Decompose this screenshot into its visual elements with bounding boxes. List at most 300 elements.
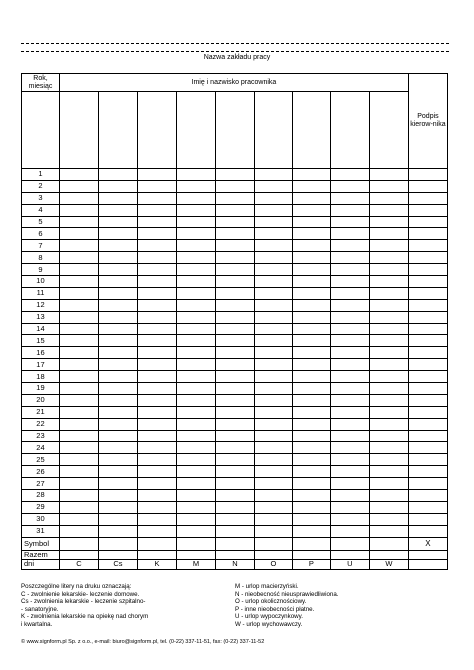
day-entry-cell[interactable]: [98, 299, 137, 311]
day-entry-cell[interactable]: [176, 371, 215, 383]
day-entry-cell[interactable]: [408, 406, 447, 418]
day-entry-cell[interactable]: [176, 525, 215, 537]
day-entry-cell[interactable]: [137, 323, 176, 335]
day-entry-cell[interactable]: [59, 466, 98, 478]
day-entry-cell[interactable]: [59, 359, 98, 371]
day-entry-cell[interactable]: [330, 394, 369, 406]
day-entry-cell[interactable]: [215, 371, 254, 383]
day-entry-cell[interactable]: [137, 192, 176, 204]
day-entry-cell[interactable]: [176, 430, 215, 442]
day-entry-cell[interactable]: [408, 240, 447, 252]
day-entry-cell[interactable]: [330, 430, 369, 442]
day-entry-cell[interactable]: [176, 180, 215, 192]
day-entry-cell[interactable]: [176, 454, 215, 466]
day-entry-cell[interactable]: [369, 454, 408, 466]
day-entry-cell[interactable]: [215, 430, 254, 442]
day-entry-cell[interactable]: [254, 252, 292, 264]
razem-blank-cell[interactable]: [176, 550, 215, 559]
day-entry-cell[interactable]: [215, 335, 254, 347]
day-entry-cell[interactable]: [59, 192, 98, 204]
day-entry-cell[interactable]: [254, 228, 292, 240]
day-entry-cell[interactable]: [98, 169, 137, 181]
day-entry-cell[interactable]: [408, 204, 447, 216]
day-entry-cell[interactable]: [98, 430, 137, 442]
day-entry-cell[interactable]: [98, 252, 137, 264]
day-entry-cell[interactable]: [98, 383, 137, 395]
day-entry-cell[interactable]: [330, 442, 369, 454]
day-entry-cell[interactable]: [254, 264, 292, 276]
day-entry-cell[interactable]: [330, 252, 369, 264]
day-entry-cell[interactable]: [176, 299, 215, 311]
day-entry-cell[interactable]: [137, 216, 176, 228]
symbol-cell[interactable]: [254, 537, 292, 550]
day-entry-cell[interactable]: [137, 406, 176, 418]
day-entry-cell[interactable]: [254, 180, 292, 192]
day-entry-cell[interactable]: [176, 347, 215, 359]
day-entry-cell[interactable]: [254, 430, 292, 442]
day-entry-cell[interactable]: [98, 335, 137, 347]
day-entry-cell[interactable]: [408, 418, 447, 430]
day-entry-cell[interactable]: [330, 169, 369, 181]
symbol-cell[interactable]: [59, 537, 98, 550]
day-entry-cell[interactable]: [254, 347, 292, 359]
day-entry-cell[interactable]: [369, 442, 408, 454]
day-entry-cell[interactable]: [176, 490, 215, 502]
day-entry-cell[interactable]: [137, 240, 176, 252]
day-entry-cell[interactable]: [369, 335, 408, 347]
day-entry-cell[interactable]: [137, 454, 176, 466]
day-entry-cell[interactable]: [137, 418, 176, 430]
day-entry-cell[interactable]: [330, 490, 369, 502]
day-entry-cell[interactable]: [369, 216, 408, 228]
day-entry-cell[interactable]: [176, 394, 215, 406]
day-entry-cell[interactable]: [137, 371, 176, 383]
day-entry-cell[interactable]: [369, 311, 408, 323]
razem-blank-cell[interactable]: [59, 550, 98, 559]
day-entry-cell[interactable]: [137, 252, 176, 264]
day-entry-cell[interactable]: [215, 501, 254, 513]
day-entry-cell[interactable]: [176, 169, 215, 181]
day-entry-cell[interactable]: [98, 240, 137, 252]
day-entry-cell[interactable]: [215, 347, 254, 359]
day-entry-cell[interactable]: [137, 204, 176, 216]
day-entry-cell[interactable]: [292, 454, 330, 466]
day-entry-cell[interactable]: [408, 169, 447, 181]
day-entry-cell[interactable]: [176, 228, 215, 240]
day-entry-cell[interactable]: [292, 383, 330, 395]
symbol-cell[interactable]: [215, 537, 254, 550]
day-entry-cell[interactable]: [408, 478, 447, 490]
day-entry-cell[interactable]: [292, 169, 330, 181]
day-entry-cell[interactable]: [254, 501, 292, 513]
day-entry-cell[interactable]: [330, 347, 369, 359]
day-entry-cell[interactable]: [408, 442, 447, 454]
day-entry-cell[interactable]: [254, 371, 292, 383]
day-entry-cell[interactable]: [330, 513, 369, 525]
day-entry-cell[interactable]: [369, 466, 408, 478]
day-entry-cell[interactable]: [176, 192, 215, 204]
day-entry-cell[interactable]: [215, 299, 254, 311]
day-entry-cell[interactable]: [408, 525, 447, 537]
day-entry-cell[interactable]: [369, 287, 408, 299]
day-entry-cell[interactable]: [254, 323, 292, 335]
day-entry-cell[interactable]: [59, 252, 98, 264]
day-entry-cell[interactable]: [292, 228, 330, 240]
day-entry-cell[interactable]: [408, 276, 447, 288]
day-entry-cell[interactable]: [330, 454, 369, 466]
day-entry-cell[interactable]: [59, 371, 98, 383]
day-entry-cell[interactable]: [369, 430, 408, 442]
day-entry-cell[interactable]: [176, 240, 215, 252]
day-entry-cell[interactable]: [215, 287, 254, 299]
day-entry-cell[interactable]: [176, 501, 215, 513]
day-entry-cell[interactable]: [408, 311, 447, 323]
day-entry-cell[interactable]: [254, 287, 292, 299]
razem-blank-cell[interactable]: [330, 550, 369, 559]
day-entry-cell[interactable]: [330, 180, 369, 192]
employee-name-cell[interactable]: [369, 92, 408, 169]
employee-name-cell[interactable]: [176, 92, 215, 169]
day-entry-cell[interactable]: [59, 299, 98, 311]
day-entry-cell[interactable]: [59, 216, 98, 228]
day-entry-cell[interactable]: [176, 264, 215, 276]
day-entry-cell[interactable]: [254, 478, 292, 490]
day-entry-cell[interactable]: [254, 311, 292, 323]
day-entry-cell[interactable]: [292, 335, 330, 347]
day-entry-cell[interactable]: [98, 478, 137, 490]
day-entry-cell[interactable]: [215, 478, 254, 490]
day-entry-cell[interactable]: [254, 383, 292, 395]
day-entry-cell[interactable]: [292, 406, 330, 418]
day-entry-cell[interactable]: [215, 323, 254, 335]
day-entry-cell[interactable]: [292, 430, 330, 442]
day-entry-cell[interactable]: [98, 287, 137, 299]
day-entry-cell[interactable]: [254, 525, 292, 537]
employee-name-cell[interactable]: [330, 92, 369, 169]
day-entry-cell[interactable]: [137, 442, 176, 454]
day-entry-cell[interactable]: [292, 180, 330, 192]
day-entry-cell[interactable]: [330, 276, 369, 288]
day-entry-cell[interactable]: [292, 347, 330, 359]
day-entry-cell[interactable]: [330, 383, 369, 395]
day-entry-cell[interactable]: [59, 311, 98, 323]
day-entry-cell[interactable]: [292, 287, 330, 299]
day-entry-cell[interactable]: [98, 525, 137, 537]
day-entry-cell[interactable]: [330, 525, 369, 537]
day-entry-cell[interactable]: [98, 501, 137, 513]
day-entry-cell[interactable]: [369, 228, 408, 240]
day-entry-cell[interactable]: [176, 406, 215, 418]
day-entry-cell[interactable]: [176, 287, 215, 299]
day-entry-cell[interactable]: [215, 406, 254, 418]
day-entry-cell[interactable]: [369, 252, 408, 264]
day-entry-cell[interactable]: [59, 323, 98, 335]
day-entry-cell[interactable]: [215, 513, 254, 525]
day-entry-cell[interactable]: [98, 347, 137, 359]
razem-blank-cell[interactable]: [292, 550, 330, 559]
day-entry-cell[interactable]: [330, 359, 369, 371]
day-entry-cell[interactable]: [292, 501, 330, 513]
day-entry-cell[interactable]: [330, 240, 369, 252]
day-entry-cell[interactable]: [215, 383, 254, 395]
day-entry-cell[interactable]: [137, 311, 176, 323]
day-entry-cell[interactable]: [215, 180, 254, 192]
day-entry-cell[interactable]: [137, 513, 176, 525]
day-entry-cell[interactable]: [215, 169, 254, 181]
day-entry-cell[interactable]: [98, 418, 137, 430]
day-entry-cell[interactable]: [137, 335, 176, 347]
symbol-cell[interactable]: [137, 537, 176, 550]
day-entry-cell[interactable]: [292, 204, 330, 216]
day-entry-cell[interactable]: [408, 383, 447, 395]
day-entry-cell[interactable]: [254, 299, 292, 311]
day-entry-cell[interactable]: [408, 323, 447, 335]
day-entry-cell[interactable]: [59, 240, 98, 252]
day-entry-cell[interactable]: [176, 442, 215, 454]
razem-signature-cell[interactable]: [408, 559, 447, 569]
day-entry-cell[interactable]: [408, 466, 447, 478]
day-entry-cell[interactable]: [330, 323, 369, 335]
day-entry-cell[interactable]: [292, 359, 330, 371]
day-entry-cell[interactable]: [137, 466, 176, 478]
symbol-cell[interactable]: [330, 537, 369, 550]
day-entry-cell[interactable]: [408, 513, 447, 525]
employee-name-cell[interactable]: [292, 92, 330, 169]
day-entry-cell[interactable]: [254, 442, 292, 454]
employee-name-cell[interactable]: [59, 92, 98, 169]
day-entry-cell[interactable]: [137, 264, 176, 276]
day-entry-cell[interactable]: [98, 394, 137, 406]
day-entry-cell[interactable]: [292, 418, 330, 430]
symbol-cell[interactable]: [369, 537, 408, 550]
day-entry-cell[interactable]: [408, 192, 447, 204]
day-entry-cell[interactable]: [369, 180, 408, 192]
day-entry-cell[interactable]: [292, 299, 330, 311]
day-entry-cell[interactable]: [369, 394, 408, 406]
day-entry-cell[interactable]: [215, 252, 254, 264]
day-entry-cell[interactable]: [176, 311, 215, 323]
day-entry-cell[interactable]: [330, 418, 369, 430]
day-entry-cell[interactable]: [98, 466, 137, 478]
day-entry-cell[interactable]: [176, 204, 215, 216]
day-entry-cell[interactable]: [215, 490, 254, 502]
day-entry-cell[interactable]: [98, 323, 137, 335]
day-entry-cell[interactable]: [59, 169, 98, 181]
day-entry-cell[interactable]: [176, 466, 215, 478]
day-entry-cell[interactable]: [254, 359, 292, 371]
day-entry-cell[interactable]: [98, 264, 137, 276]
day-entry-cell[interactable]: [369, 192, 408, 204]
day-entry-cell[interactable]: [408, 430, 447, 442]
day-entry-cell[interactable]: [330, 406, 369, 418]
day-entry-cell[interactable]: [408, 264, 447, 276]
day-entry-cell[interactable]: [215, 442, 254, 454]
day-entry-cell[interactable]: [98, 276, 137, 288]
day-entry-cell[interactable]: [215, 276, 254, 288]
day-entry-cell[interactable]: [59, 228, 98, 240]
day-entry-cell[interactable]: [369, 478, 408, 490]
day-entry-cell[interactable]: [98, 216, 137, 228]
day-entry-cell[interactable]: [176, 323, 215, 335]
employee-name-cell[interactable]: [137, 92, 176, 169]
day-entry-cell[interactable]: [98, 192, 137, 204]
day-entry-cell[interactable]: [59, 347, 98, 359]
day-entry-cell[interactable]: [137, 359, 176, 371]
rok-miesiac-cell[interactable]: [22, 92, 60, 169]
day-entry-cell[interactable]: [59, 442, 98, 454]
day-entry-cell[interactable]: [59, 276, 98, 288]
day-entry-cell[interactable]: [215, 204, 254, 216]
day-entry-cell[interactable]: [330, 299, 369, 311]
day-entry-cell[interactable]: [254, 204, 292, 216]
day-entry-cell[interactable]: [254, 192, 292, 204]
day-entry-cell[interactable]: [137, 299, 176, 311]
day-entry-cell[interactable]: [254, 394, 292, 406]
day-entry-cell[interactable]: [215, 394, 254, 406]
day-entry-cell[interactable]: [292, 371, 330, 383]
day-entry-cell[interactable]: [330, 335, 369, 347]
day-entry-cell[interactable]: [137, 169, 176, 181]
day-entry-cell[interactable]: [292, 252, 330, 264]
day-entry-cell[interactable]: [59, 418, 98, 430]
day-entry-cell[interactable]: [137, 180, 176, 192]
day-entry-cell[interactable]: [330, 264, 369, 276]
day-entry-cell[interactable]: [330, 228, 369, 240]
day-entry-cell[interactable]: [176, 252, 215, 264]
day-entry-cell[interactable]: [254, 513, 292, 525]
day-entry-cell[interactable]: [137, 430, 176, 442]
day-entry-cell[interactable]: [137, 394, 176, 406]
day-entry-cell[interactable]: [292, 466, 330, 478]
day-entry-cell[interactable]: [254, 335, 292, 347]
day-entry-cell[interactable]: [176, 276, 215, 288]
day-entry-cell[interactable]: [59, 180, 98, 192]
day-entry-cell[interactable]: [330, 371, 369, 383]
day-entry-cell[interactable]: [176, 335, 215, 347]
day-entry-cell[interactable]: [408, 454, 447, 466]
day-entry-cell[interactable]: [369, 525, 408, 537]
day-entry-cell[interactable]: [408, 490, 447, 502]
day-entry-cell[interactable]: [98, 371, 137, 383]
day-entry-cell[interactable]: [59, 501, 98, 513]
day-entry-cell[interactable]: [59, 394, 98, 406]
day-entry-cell[interactable]: [369, 204, 408, 216]
day-entry-cell[interactable]: [408, 359, 447, 371]
day-entry-cell[interactable]: [292, 513, 330, 525]
day-entry-cell[interactable]: [98, 311, 137, 323]
day-entry-cell[interactable]: [137, 287, 176, 299]
day-entry-cell[interactable]: [292, 264, 330, 276]
day-entry-cell[interactable]: [98, 454, 137, 466]
day-entry-cell[interactable]: [98, 490, 137, 502]
day-entry-cell[interactable]: [330, 501, 369, 513]
day-entry-cell[interactable]: [254, 276, 292, 288]
day-entry-cell[interactable]: [176, 478, 215, 490]
day-entry-cell[interactable]: [215, 192, 254, 204]
day-entry-cell[interactable]: [330, 478, 369, 490]
day-entry-cell[interactable]: [176, 216, 215, 228]
employee-name-cell[interactable]: [98, 92, 137, 169]
day-entry-cell[interactable]: [369, 169, 408, 181]
day-entry-cell[interactable]: [59, 264, 98, 276]
symbol-cell[interactable]: [176, 537, 215, 550]
day-entry-cell[interactable]: [59, 335, 98, 347]
symbol-cell[interactable]: [98, 537, 137, 550]
day-entry-cell[interactable]: [408, 501, 447, 513]
day-entry-cell[interactable]: [176, 513, 215, 525]
day-entry-cell[interactable]: [369, 323, 408, 335]
day-entry-cell[interactable]: [369, 406, 408, 418]
day-entry-cell[interactable]: [408, 216, 447, 228]
day-entry-cell[interactable]: [59, 204, 98, 216]
day-entry-cell[interactable]: [369, 513, 408, 525]
day-entry-cell[interactable]: [215, 216, 254, 228]
day-entry-cell[interactable]: [137, 501, 176, 513]
razem-blank-cell[interactable]: [254, 550, 292, 559]
day-entry-cell[interactable]: [254, 406, 292, 418]
day-entry-cell[interactable]: [330, 216, 369, 228]
day-entry-cell[interactable]: [215, 228, 254, 240]
day-entry-cell[interactable]: [330, 466, 369, 478]
day-entry-cell[interactable]: [292, 394, 330, 406]
day-entry-cell[interactable]: [176, 359, 215, 371]
symbol-cell[interactable]: [292, 537, 330, 550]
day-entry-cell[interactable]: [59, 513, 98, 525]
day-entry-cell[interactable]: [408, 299, 447, 311]
day-entry-cell[interactable]: [98, 204, 137, 216]
day-entry-cell[interactable]: [369, 276, 408, 288]
day-entry-cell[interactable]: [369, 359, 408, 371]
day-entry-cell[interactable]: [137, 478, 176, 490]
day-entry-cell[interactable]: [330, 204, 369, 216]
day-entry-cell[interactable]: [292, 240, 330, 252]
day-entry-cell[interactable]: [215, 454, 254, 466]
day-entry-cell[interactable]: [137, 228, 176, 240]
day-entry-cell[interactable]: [408, 347, 447, 359]
razem-blank-cell[interactable]: [369, 550, 408, 559]
day-entry-cell[interactable]: [98, 180, 137, 192]
day-entry-cell[interactable]: [369, 383, 408, 395]
day-entry-cell[interactable]: [292, 311, 330, 323]
day-entry-cell[interactable]: [369, 347, 408, 359]
day-entry-cell[interactable]: [292, 323, 330, 335]
day-entry-cell[interactable]: [137, 490, 176, 502]
day-entry-cell[interactable]: [292, 478, 330, 490]
employee-name-cell[interactable]: [254, 92, 292, 169]
day-entry-cell[interactable]: [254, 240, 292, 252]
day-entry-cell[interactable]: [59, 525, 98, 537]
day-entry-cell[interactable]: [330, 287, 369, 299]
day-entry-cell[interactable]: [215, 359, 254, 371]
day-entry-cell[interactable]: [369, 490, 408, 502]
day-entry-cell[interactable]: [98, 228, 137, 240]
day-entry-cell[interactable]: [369, 371, 408, 383]
day-entry-cell[interactable]: [215, 418, 254, 430]
day-entry-cell[interactable]: [292, 490, 330, 502]
day-entry-cell[interactable]: [98, 513, 137, 525]
day-entry-cell[interactable]: [408, 371, 447, 383]
razem-blank-cell[interactable]: [137, 550, 176, 559]
day-entry-cell[interactable]: [369, 501, 408, 513]
razem-blank-cell[interactable]: [98, 550, 137, 559]
day-entry-cell[interactable]: [215, 264, 254, 276]
day-entry-cell[interactable]: [254, 169, 292, 181]
day-entry-cell[interactable]: [292, 216, 330, 228]
employee-name-cell[interactable]: [215, 92, 254, 169]
day-entry-cell[interactable]: [292, 192, 330, 204]
day-entry-cell[interactable]: [59, 406, 98, 418]
day-entry-cell[interactable]: [59, 490, 98, 502]
